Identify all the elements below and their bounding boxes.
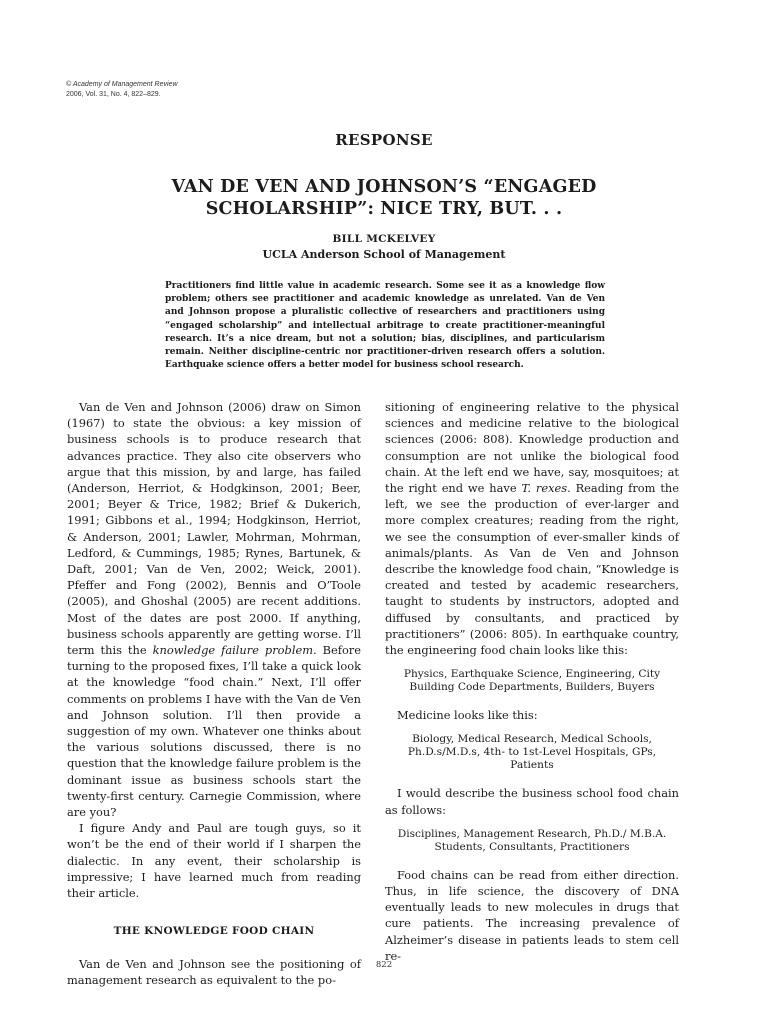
- paragraph-text: . Before turning to the proposed fixes, I’ll take a quick look at the knowledge “food chain.” Next, I’ll offer comments on problems I have with the Van de Ven and Johnson solution. I’ll then provide a suggestion of my own. Whatever one thinks about the various solutions discussed, there is no question that the knowledge failure problem is the dominant issue as business schools start the twenty-first century. Carnegie Commission, where are you?: [67, 643, 361, 820]
- abstract: Practitioners find little value in academic research. Some see it as a knowledge flow problem; others see practitioner and academic knowledge as unrelated. Van de Ven and Johnson propose a pluralistic collective of researchers and practitioners using “engaged scholarship” and intellectual arbitrage to create practitioner-meaningful research. It’s a nice dream, but not a solution; bias, disciplines, and particularism remain. Neither discipline-centric nor practitioner-driven research offers a solution. Earthquake science offers a better model for business school research.: [165, 281, 605, 371]
- emphasized-term: knowledge failure problem: [152, 643, 314, 658]
- food-chain-business-school: Disciplines, Management Research, Ph.D./ M.B.A. Students, Consultants, Practitioners: [397, 827, 667, 853]
- article-title: VAN DE VEN AND JOHNSON’S “ENGAGED SCHOLARSHIP”: NICE TRY, BUT. . .: [171, 177, 597, 219]
- section-heading: THE KNOWLEDGE FOOD CHAIN: [113, 925, 315, 938]
- section-label: RESPONSE: [335, 131, 433, 149]
- body-paragraph: Van de Ven and Johnson see the positioning of management research as equivalent to the po-: [67, 956, 361, 987]
- copyright-notice: [66, 80, 178, 100]
- emphasized-term: T. rexes: [521, 481, 568, 496]
- journal-name: © Academy of Management Review: [66, 81, 178, 88]
- author-affiliation: UCLA Anderson School of Management: [262, 248, 506, 261]
- food-chain-engineering: Physics, Earthquake Science, Engineering, City Building Code Departments, Builders, Buyers: [403, 668, 661, 694]
- body-paragraph: Food chains can be read from either direction. Thus, in life science, the discovery of DNA eventually leads to new molecules in drugs that cure patients. The increasing prevalence of Alzheimer’s disease in patients leads to stem cell re-: [385, 867, 679, 963]
- author-name: BILL MCKELVEY: [332, 233, 436, 245]
- left-column: [67, 399, 361, 988]
- paragraph-text: sitioning of engineering relative to the physical sciences and medicine relative to the biological sciences (2006: 808). Knowledge production and consumption are not unlike the biological food chain. At the left end we have, say, mosquitoes; at the right end we have: [385, 400, 679, 496]
- food-chain-medicine: Biology, Medical Research, Medical Schools, Ph.D.s/M.D.s, 4th- to 1st-Level Hospitals, GPs, Patients: [407, 733, 657, 772]
- right-column: [385, 399, 679, 964]
- body-paragraph: [67, 399, 361, 820]
- page-number: 822: [375, 960, 393, 970]
- paragraph-text: . Reading from the left, we see the production of ever-larger and more complex creatures; reading from the right, we see the consumption of ever-smaller kinds of animals/plants. As Van de Ven and Johnson describe the knowledge food chain, “Knowledge is created and tested by academic researchers, taught to students by instructors, adopted and diffused by consultants, and practiced by practitioners” (2006: 805). In earthquake country, the engineering food chain looks like this:: [385, 481, 679, 658]
- journal-citation: 2006, Vol. 31, No. 4, 822–829.: [66, 91, 161, 98]
- body-paragraph: I figure Andy and Paul are tough guys, so it won’t be the end of their world if I sharpen the dialectic. In any event, their scholarship is impressive; I have learned much from reading their article.: [67, 821, 361, 901]
- body-paragraph: [385, 399, 679, 658]
- body-paragraph: Medicine looks like this:: [397, 708, 538, 723]
- paragraph-text: Van de Ven and Johnson (2006) draw on Simon (1967) to state the obvious: a key mission of business schools is to produce research that advances practice. They also cite observers who argue that this mission, by and large, has failed (Anderson, Herriot, & Hodgkinson, 2001; Beer, 2001; Beyer & Trice, 1982; Brief & Dukerich, 1991; Gibbons et al., 1994; Hodgkinson, Herriot, & Anderson, 2001; Lawler, Mohrman, Mohrman, Ledford, & Cummings, 1985; Rynes, Bartunek, & Daft, 2001; Van de Ven, 2002; Weick, 2001). Pfeffer and Fong (2002), Bennis and O’Toole (2005), and Ghoshal (2005) are recent additions. Most of the dates are post 2000. If anything, business schools apparently are getting worse. I’ll term this the: [67, 400, 361, 658]
- body-paragraph: I would describe the business school food chain as follows:: [385, 786, 679, 817]
